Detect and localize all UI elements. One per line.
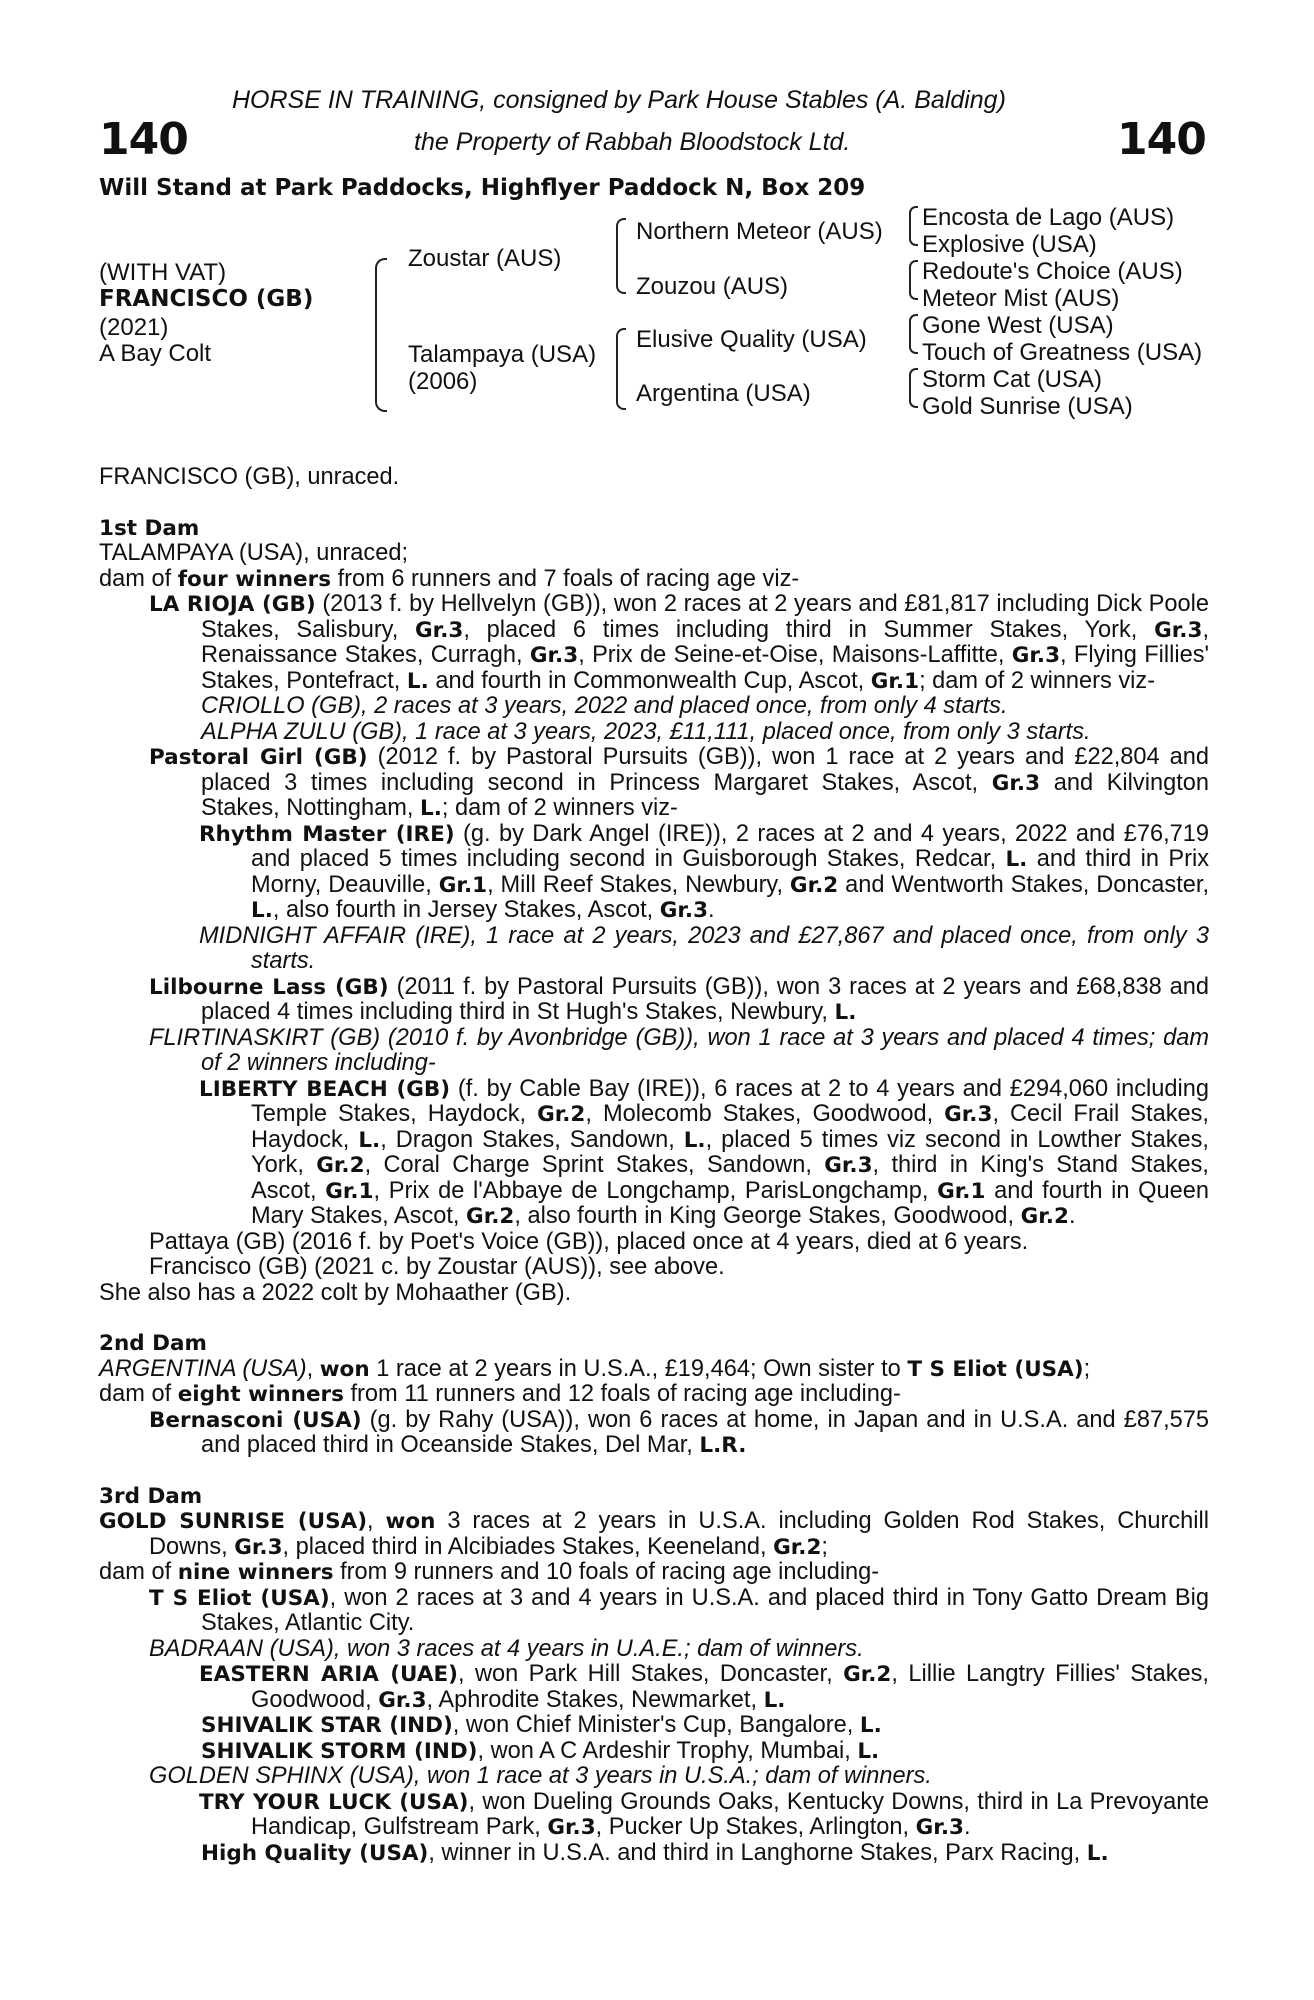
entry-criollo: CRIOLLO (GB), 2 races at 3 years, 2022 and placed once, from only 4 starts.: [201, 693, 1008, 719]
first-dam-line: TALAMPAYA (USA), unraced;: [99, 540, 409, 566]
pedigree-g5: Gone West (USA): [922, 312, 1114, 339]
pedigree-g8: Gold Sunrise (USA): [922, 393, 1133, 420]
pedigree-dam-dam: Argentina (USA): [636, 380, 811, 407]
pedigree-dam: Talampaya (USA): [408, 341, 597, 368]
entry-try-your-luck: TRY YOUR LUCK (USA), won Dueling Grounds Oaks, Kentucky Downs, third in La Prevoyante Handicap, Gulfstream Park, Gr.3, Pucker Up Stakes, Arlington, Gr.3.: [199, 1788, 1209, 1840]
first-dam-produce: dam of four winners from 6 runners and 7 foals of racing age viz-: [99, 565, 800, 592]
pedigree-g3: Redoute's Choice (AUS): [922, 258, 1183, 285]
entry-francisco: Francisco (GB) (2021 c. by Zoustar (AUS)), see above.: [149, 1254, 725, 1280]
horse-description: A Bay Colt: [99, 340, 212, 367]
property-line: the Property of Rabbah Bloodstock Ltd.: [414, 128, 851, 156]
pedigree-g7: Storm Cat (USA): [922, 366, 1103, 393]
pedigree-dam-sire: Elusive Quality (USA): [636, 326, 867, 353]
horse-name: FRANCISCO (GB): [99, 286, 314, 312]
third-dam-heading: 3rd Dam: [99, 1483, 203, 1509]
intro-line: FRANCISCO (GB), unraced.: [99, 464, 400, 490]
entry-eastern-aria: EASTERN ARIA (UAE), won Park Hill Stakes, Doncaster, Gr.2, Lillie Langtry Fillies' Stakes, Goodwood, Gr.3, Aphrodite Stakes, Newmarket, L.: [199, 1661, 1209, 1713]
second-dam-heading: 2nd Dam: [99, 1331, 207, 1356]
entry-pattaya: Pattaya (GB) (2016 f. by Poet's Voice (GB)), placed once at 4 years, died at 6 years.: [149, 1228, 1029, 1255]
lot-number-left: 140: [99, 114, 188, 165]
entry-midnight-affair: MIDNIGHT AFFAIR (IRE), 1 race at 2 years, 2023 and £27,867 and placed once, from only 3 starts.: [199, 922, 1209, 974]
third-dam-produce: dam of nine winners from 9 runners and 10 foals of racing age including-: [99, 1559, 880, 1585]
second-dam-line: ARGENTINA (USA), won 1 race at 2 years in U.S.A., £19,464; Own sister to T S Eliot (USA);: [99, 1355, 1091, 1382]
entry-2022-colt: She also has a 2022 colt by Mohaather (GB).: [99, 1279, 572, 1306]
entry-alpha-zulu: ALPHA ZULU (GB), 1 race at 3 years, 2023, £11,111, placed once, from only 3 starts.: [201, 718, 1091, 745]
entry-rhythm-master: Rhythm Master (IRE) (g. by Dark Angel (IRE)), 2 races at 2 and 4 years, 2022 and £76,719 and placed 5 times including second in Guisborough Stakes, Redcar, L. and third in Prix Morny, Deauville, Gr.1, Mill Reef Stakes, Newbury, Gr.2 and Wentworth Stakes, Doncaster, L., also fourth in Jersey Stakes, Ascot, Gr.3.: [199, 820, 1209, 923]
pedigree-brace-g2: [909, 260, 918, 300]
entry-golden-sphinx: GOLDEN SPHINX (USA), won 1 race at 3 years in U.S.A.; dam of winners.: [149, 1763, 932, 1789]
pedigree-sire-dam: Zouzou (AUS): [636, 273, 789, 300]
first-dam-heading: 1st Dam: [99, 515, 200, 541]
stand-line: Will Stand at Park Paddocks, Highflyer Paddock N, Box 209: [99, 175, 866, 201]
entry-high-quality: High Quality (USA), winner in U.S.A. and third in Langhorne Stakes, Parx Racing, L.: [201, 1839, 1109, 1866]
pedigree-g4: Meteor Mist (AUS): [922, 285, 1120, 312]
entry-flirtinaskirt: FLIRTINASKIRT (GB) (2010 f. by Avonbridge (GB)), won 1 race at 3 years and placed 4 times; dam of 2 winners including-: [149, 1024, 1209, 1076]
entry-badraan: BADRAAN (USA), won 3 races at 4 years in U.A.E.; dam of winners.: [149, 1635, 864, 1662]
pedigree-g2: Explosive (USA): [922, 231, 1097, 258]
entry-ts-eliot: T S Eliot (USA), won 2 races at 3 and 4 years in U.S.A. and placed third in Tony Gatto Dream Big Stakes, Atlantic City.: [149, 1584, 1209, 1636]
second-dam-produce: dam of eight winners from 11 runners and 12 foals of racing age including-: [99, 1381, 901, 1407]
entry-pastoral-girl: Pastoral Girl (GB) (2012 f. by Pastoral Pursuits (GB)), won 1 race at 2 years and £22,804 and placed 3 times including second in Princess Margaret Stakes, Ascot, Gr.3 and Kilvington Stakes, Nottingham, L.; dam of 2 winners viz-: [149, 744, 1209, 821]
pedigree-sire: Zoustar (AUS): [408, 245, 562, 272]
pedigree-brace-g4: [909, 368, 918, 408]
pedigree-brace-g1: [909, 206, 918, 246]
entry-liberty-beach: LIBERTY BEACH (GB) (f. by Cable Bay (IRE)), 6 races at 2 to 4 years and £294,060 including Temple Stakes, Haydock, Gr.2, Molecomb Stakes, Goodwood, Gr.3, Cecil Frail Stakes, Haydock, L., Dragon Stakes, Sandown, L., placed 5 times viz second in Lowther Stakes, York, Gr.2, Coral Charge Sprint Stakes, Sandown, Gr.3, third in King's Stand Stakes, Ascot, Gr.1, Prix de l'Abbaye de Longchamp, ParisLongchamp, Gr.1 and fourth in Queen Mary Stakes, Ascot, Gr.2, also fourth in King George Stakes, Goodwood, Gr.2.: [199, 1075, 1210, 1229]
lot-number-right: 140: [1117, 114, 1206, 165]
entry-shivalik-storm: SHIVALIK STORM (IND), won A C Ardeshir Trophy, Mumbai, L.: [201, 1737, 880, 1764]
pedigree-brace-main: [375, 258, 387, 412]
pedigree-brace-dam: [616, 328, 626, 410]
pedigree-sire-sire: Northern Meteor (AUS): [636, 218, 883, 245]
horse-year: (2021): [99, 314, 169, 341]
pedigree-g6: Touch of Greatness (USA): [922, 339, 1203, 366]
catalogue-body: [99, 465, 1209, 1866]
entry-bernasconi: Bernasconi (USA) (g. by Rahy (USA)), won 6 races at home, in Japan and in U.S.A. and £87,575 and placed third in Oceanside Stakes, Del Mar, L.R.: [149, 1406, 1209, 1458]
third-dam-line: GOLD SUNRISE (USA), won 3 races at 2 years in U.S.A. including Golden Rod Stakes, Churchill Downs, Gr.3, placed third in Alcibiades Stakes, Keeneland, Gr.2;: [99, 1508, 1209, 1560]
pedigree-dam-year: (2006): [408, 368, 478, 395]
entry-lilbourne-lass: Lilbourne Lass (GB) (2011 f. by Pastoral Pursuits (GB)), won 3 races at 2 years and £68,838 and placed 4 times including third in St Hugh's Stakes, Newbury, L.: [149, 973, 1209, 1025]
vat-label: (WITH VAT): [99, 259, 227, 286]
entry-shivalik-star: SHIVALIK STAR (IND), won Chief Minister's Cup, Bangalore, L.: [201, 1712, 882, 1738]
entry-la-rioja: LA RIOJA (GB) (2013 f. by Hellvelyn (GB)), won 2 races at 2 years and £81,817 including Dick Poole Stakes, Salisbury, Gr.3, placed 6 times including third in Summer Stakes, York, Gr.3, Renaissance Stakes, Curragh, Gr.3, Prix de Seine-et-Oise, Maisons-Laffitte, Gr.3, Flying Fillies' Stakes, Pontefract, L. and fourth in Commonwealth Cup, Ascot, Gr.1; dam of 2 winners viz-: [149, 591, 1209, 694]
consignor-line: HORSE IN TRAINING, consigned by Park House Stables (A. Balding): [232, 86, 1006, 114]
pedigree-brace-sire: [616, 218, 626, 294]
pedigree-g1: Encosta de Lago (AUS): [922, 204, 1175, 231]
pedigree-brace-g3: [909, 314, 918, 354]
